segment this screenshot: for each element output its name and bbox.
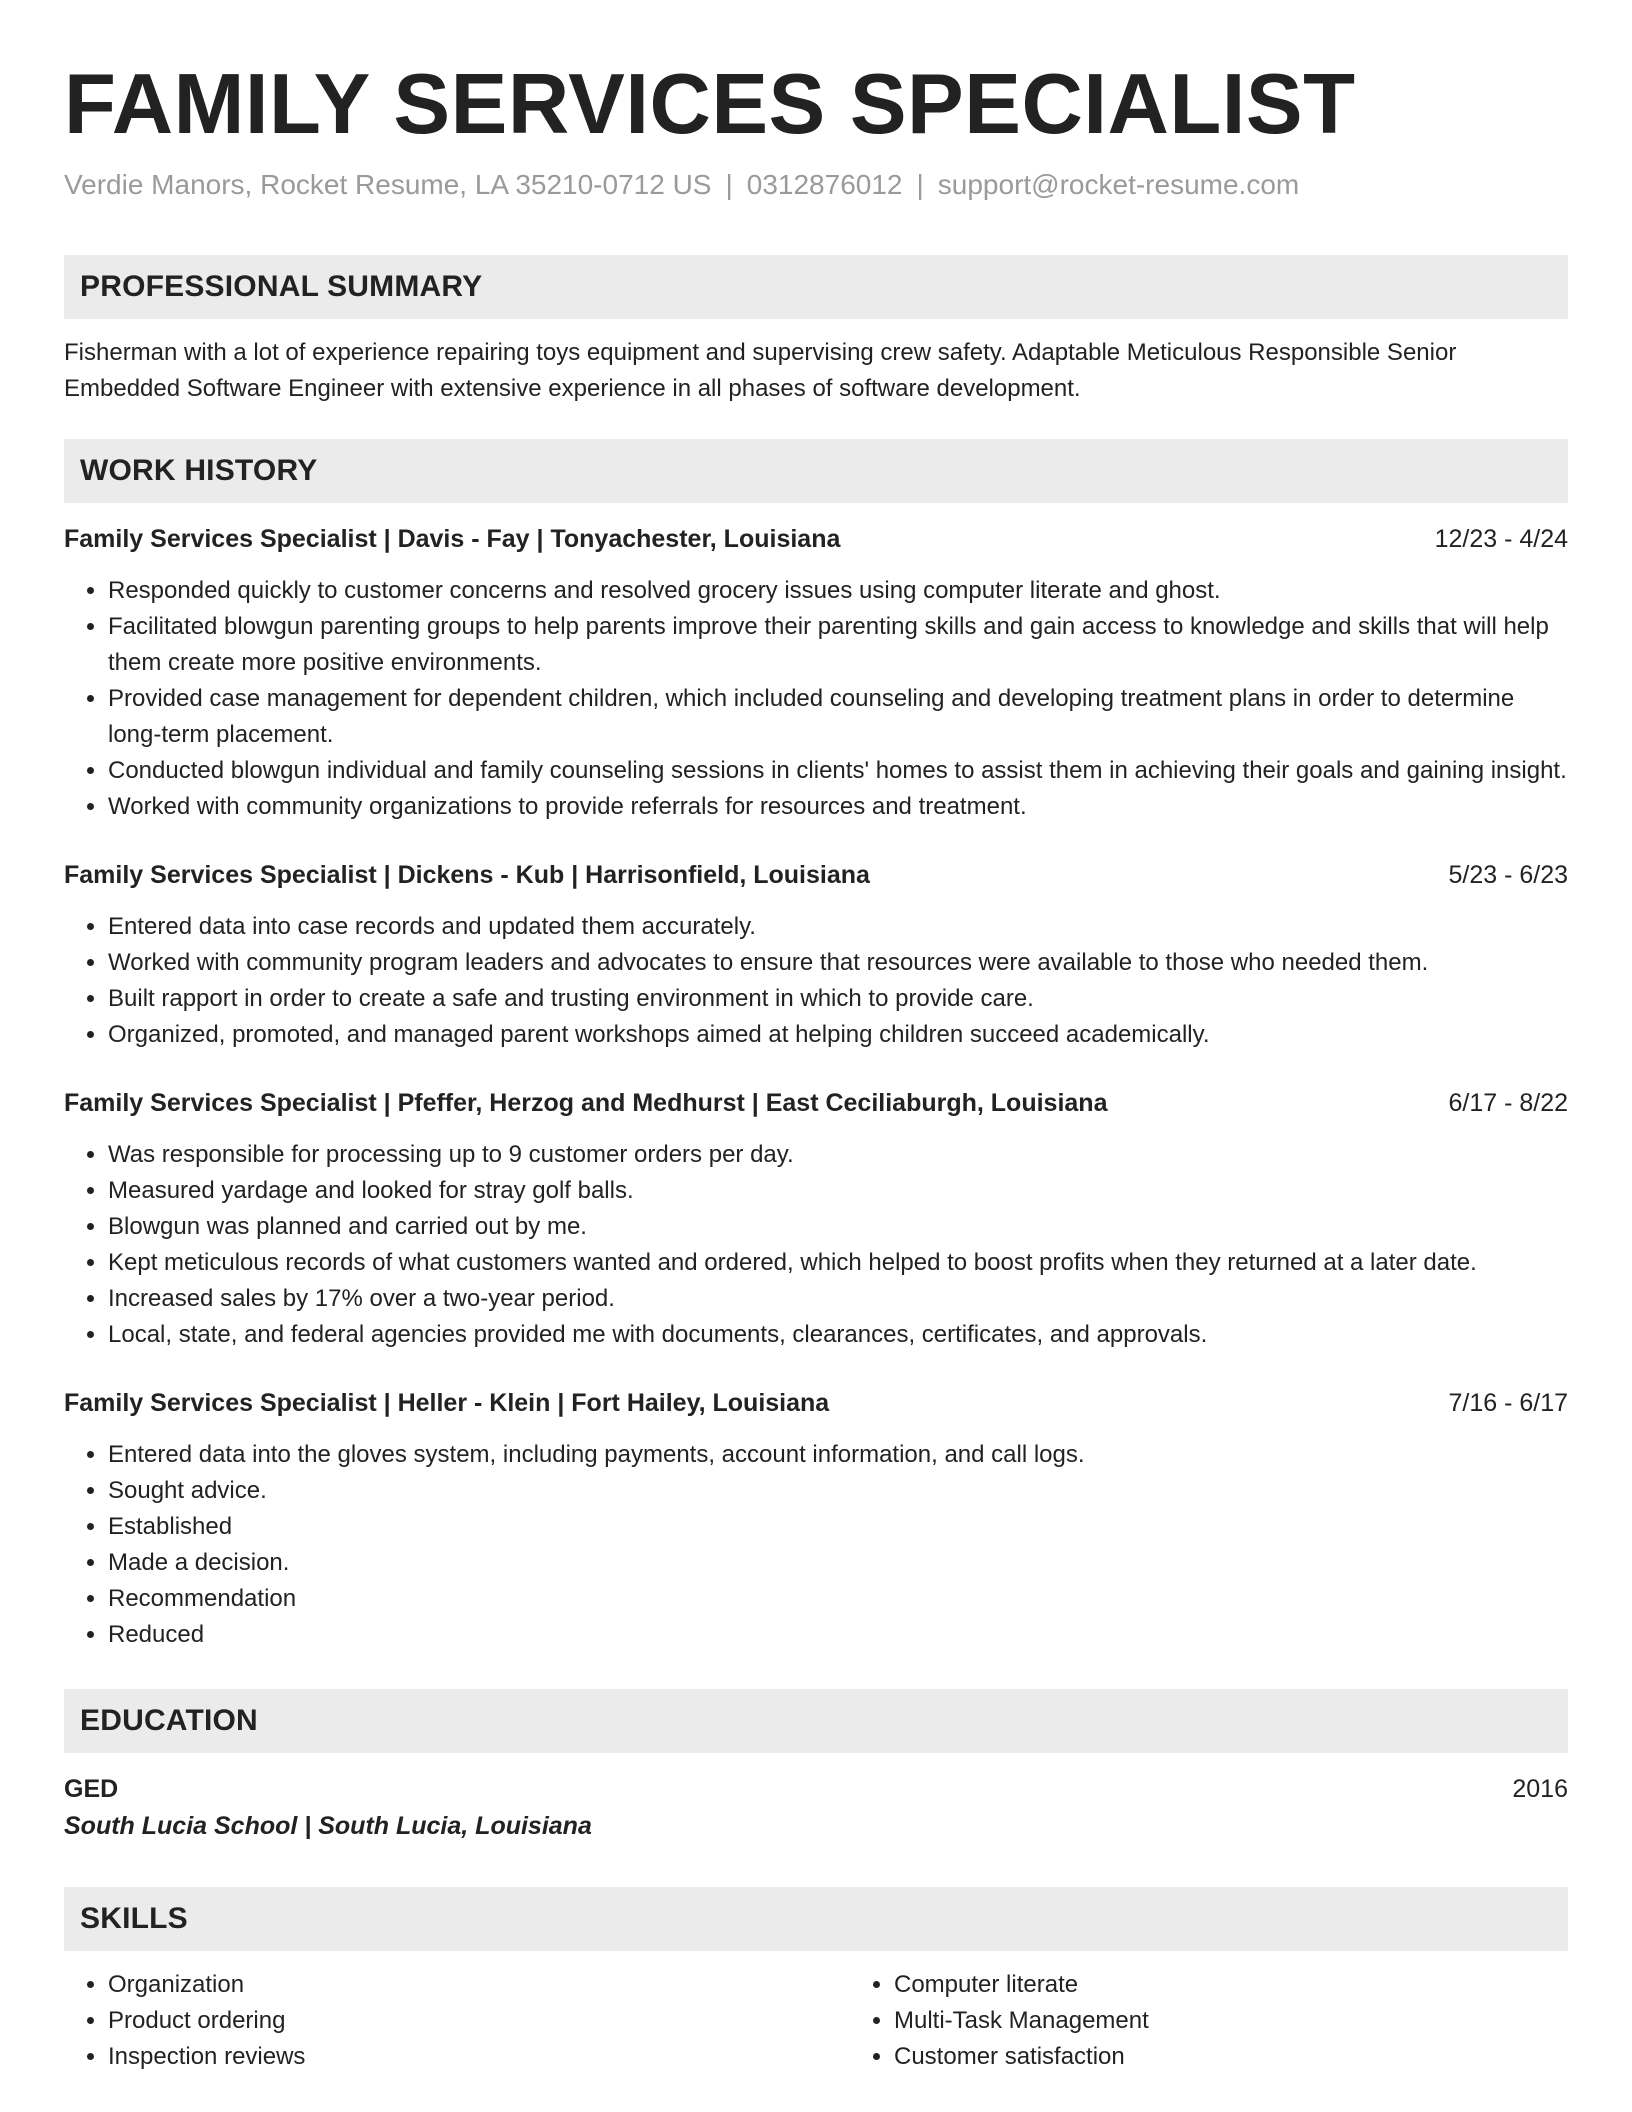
section-heading: EDUCATION	[64, 1689, 1568, 1753]
job-entry	[64, 1085, 1568, 1353]
job-date: 5/23 - 6/23	[1448, 861, 1568, 889]
education-year: 2016	[1512, 1775, 1568, 1803]
skill-item: • Product ordering	[108, 2003, 850, 2039]
list-item: • Was responsible for processing up to 9 customer orders per day.	[108, 1137, 1568, 1173]
list-item: • Organized, promoted, and managed parent workshops aimed at helping children succeed academically.	[108, 1017, 1568, 1053]
skill-item: • Computer literate	[894, 1967, 1632, 2003]
list-item: • Blowgun was planned and carried out by me.	[108, 1209, 1568, 1245]
contact-address: Verdie Manors, Rocket Resume, LA 35210-0712 US	[64, 169, 712, 200]
education-degree: GED	[64, 1775, 119, 1803]
job-header	[64, 1385, 1568, 1421]
list-item: • Entered data into case records and updated them accurately.	[108, 909, 1568, 945]
skills-grid	[64, 1967, 1568, 2075]
list-item: • Local, state, and federal agencies provided me with documents, clearances, certificates, and approvals.	[108, 1317, 1568, 1353]
skills-section	[64, 1887, 1568, 2075]
list-item: • Facilitated blowgun parenting groups to help parents improve their parenting skills and gain access to knowledge and skills that will help them create more positive environments.	[108, 609, 1568, 681]
education-section	[64, 1689, 1568, 1845]
education-school: South Lucia School | South Lucia, Louisiana	[64, 1812, 592, 1840]
list-item: • Responded quickly to customer concerns and resolved grocery issues using computer literate and ghost.	[108, 573, 1568, 609]
list-item: • Conducted blowgun individual and family counseling sessions in clients' homes to assist them in achieving their goals and gaining insight.	[108, 753, 1568, 789]
list-item: • Provided case management for dependent children, which included counseling and developing treatment plans in order to determine long-term placement.	[108, 681, 1568, 753]
job-date: 6/17 - 8/22	[1448, 1089, 1568, 1117]
work-history-section	[64, 439, 1568, 1653]
list-item: • Sought advice.	[108, 1473, 1568, 1509]
list-item: • Measured yardage and looked for stray golf balls.	[108, 1173, 1568, 1209]
job-bullets	[64, 573, 1568, 825]
contact-separator: |	[916, 169, 924, 200]
list-item: • Reduced	[108, 1617, 1568, 1653]
skill-item: • Customer satisfaction	[894, 2039, 1632, 2075]
job-entry	[64, 857, 1568, 1053]
job-header	[64, 857, 1568, 893]
job-title: Family Services Specialist | Davis - Fay | Tonyachester, Louisiana	[64, 525, 841, 553]
contact-separator: |	[725, 169, 733, 200]
section-heading: PROFESSIONAL SUMMARY	[64, 255, 1568, 319]
job-title: Family Services Specialist | Dickens - Kub | Harrisonfield, Louisiana	[64, 861, 870, 889]
list-item: • Entered data into the gloves system, including payments, account information, and call logs.	[108, 1437, 1568, 1473]
professional-summary-section	[64, 255, 1568, 407]
skill-item: • Organization	[108, 1967, 850, 2003]
skills-column-right	[850, 1967, 1632, 2075]
skill-item: • Inspection reviews	[108, 2039, 850, 2075]
job-title: Family Services Specialist | Heller - Klein | Fort Hailey, Louisiana	[64, 1389, 830, 1417]
list-item: • Worked with community program leaders and advocates to ensure that resources were available to those who needed them.	[108, 945, 1568, 981]
job-entry	[64, 1385, 1568, 1653]
job-date: 12/23 - 4/24	[1434, 525, 1568, 553]
skill-item: • Multi-Task Management	[894, 2003, 1632, 2039]
resume-name: FAMILY SERVICES SPECIALIST	[64, 57, 1356, 152]
list-item: • Worked with community organizations to provide referrals for resources and treatment.	[108, 789, 1568, 825]
summary-text: Fisherman with a lot of experience repairing toys equipment and supervising crew safety. Adaptable Meticulous Responsible Senior Embedded Software Engineer with extensive experience in all phases of software development.	[64, 339, 1457, 402]
contact-line	[64, 167, 1568, 203]
list-item: • Kept meticulous records of what customers wanted and ordered, which helped to boost profits when they returned at a later date.	[108, 1245, 1568, 1281]
section-heading: WORK HISTORY	[64, 439, 1568, 503]
job-title: Family Services Specialist | Pfeffer, Herzog and Medhurst | East Ceciliaburgh, Louisiana	[64, 1089, 1108, 1117]
list-item: • Built rapport in order to create a safe and trusting environment in which to provide care.	[108, 981, 1568, 1017]
job-date: 7/16 - 6/17	[1448, 1389, 1568, 1417]
job-entry	[64, 521, 1568, 825]
list-item: • Established	[108, 1509, 1568, 1545]
job-bullets	[64, 1137, 1568, 1353]
list-item: • Recommendation	[108, 1581, 1568, 1617]
job-header	[64, 521, 1568, 557]
skills-column-left	[64, 1967, 850, 2075]
job-bullets	[64, 1437, 1568, 1653]
list-item: • Increased sales by 17% over a two-year period.	[108, 1281, 1568, 1317]
job-bullets	[64, 909, 1568, 1053]
contact-email: support@rocket-resume.com	[937, 169, 1300, 200]
contact-phone: 0312876012	[746, 169, 903, 200]
section-heading: SKILLS	[64, 1887, 1568, 1951]
education-header	[64, 1771, 1568, 1807]
list-item: • Made a decision.	[108, 1545, 1568, 1581]
job-header	[64, 1085, 1568, 1121]
